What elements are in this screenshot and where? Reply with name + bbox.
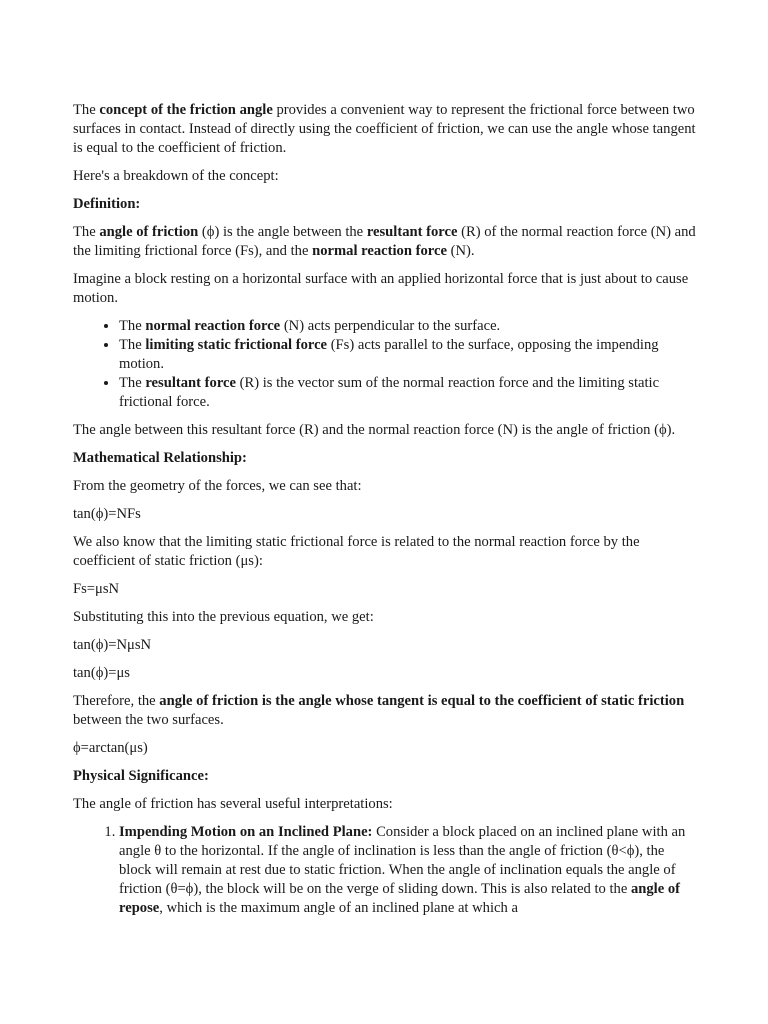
intro-paragraph: The concept of the friction angle provides a convenient way to represent the frictional force between two surfaces in contact. Instead of directly using the coefficient of friction, we can use the angle whose tangent is equal to the coefficient of friction. xyxy=(73,102,696,156)
geometry-paragraph: From the geometry of the forces, we can see that: xyxy=(73,478,362,494)
math-heading: Mathematical Relationship: xyxy=(73,450,247,466)
friction-paragraph: We also know that the limiting static frictional force is related to the normal reaction force by the coefficient of static friction (μs): xyxy=(73,534,640,569)
force-bullet-list xyxy=(73,317,699,412)
list-item: • The limiting static frictional force (Fs) acts parallel to the surface, opposing the impending motion. xyxy=(119,336,699,374)
definition-paragraph: The angle of friction (ϕ) is the angle between the resultant force (R) of the normal reaction force (N) and the limiting frictional force (Fs), and the normal reaction force (N). xyxy=(73,224,696,259)
interpretations-paragraph: The angle of friction has several useful interpretations: xyxy=(73,796,393,812)
equation-2: Fs=μsN xyxy=(73,581,120,597)
significance-list xyxy=(73,823,699,918)
substitution-paragraph: Substituting this into the previous equation, we get: xyxy=(73,609,374,625)
list-item: • The normal reaction force (N) acts perpendicular to the surface. xyxy=(119,317,699,336)
block-paragraph: Imagine a block resting on a horizontal surface with an applied horizontal force that is just about to cause motion. xyxy=(73,271,689,306)
equation-5: ϕ=arctan(μs) xyxy=(73,740,148,756)
list-item: • The resultant force (R) is the vector sum of the normal reaction force and the limiting static frictional force. xyxy=(119,374,699,412)
physical-heading: Physical Significance: xyxy=(73,768,209,784)
equation-1: tan(ϕ)=NFs xyxy=(73,506,141,522)
angle-paragraph: The angle between this resultant force (R) and the normal reaction force (N) is the angle of friction (ϕ). xyxy=(73,422,676,438)
definition-heading: Definition: xyxy=(73,196,141,212)
equation-3: tan(ϕ)=NμsN xyxy=(73,637,152,653)
document-page xyxy=(73,101,699,927)
breakdown-paragraph: Here's a breakdown of the concept: xyxy=(73,168,279,184)
equation-4: tan(ϕ)=μs xyxy=(73,665,130,681)
therefore-paragraph: Therefore, the angle of friction is the angle whose tangent is equal to the coefficient of static friction between the two surfaces. xyxy=(73,693,685,728)
list-item: 1. Impending Motion on an Inclined Plane: Consider a block placed on an inclined plane with an angle θ to the horizontal. If the angle of inclination is less than the angle of friction (θ<ϕ), the block will remain at rest due to static friction. When the angle of inclination equals the angle of friction (θ=ϕ), the block will be on the verge of sliding down. This is also related to the angle of repose, which is the maximum angle of an inclined plane at which a xyxy=(119,823,699,918)
